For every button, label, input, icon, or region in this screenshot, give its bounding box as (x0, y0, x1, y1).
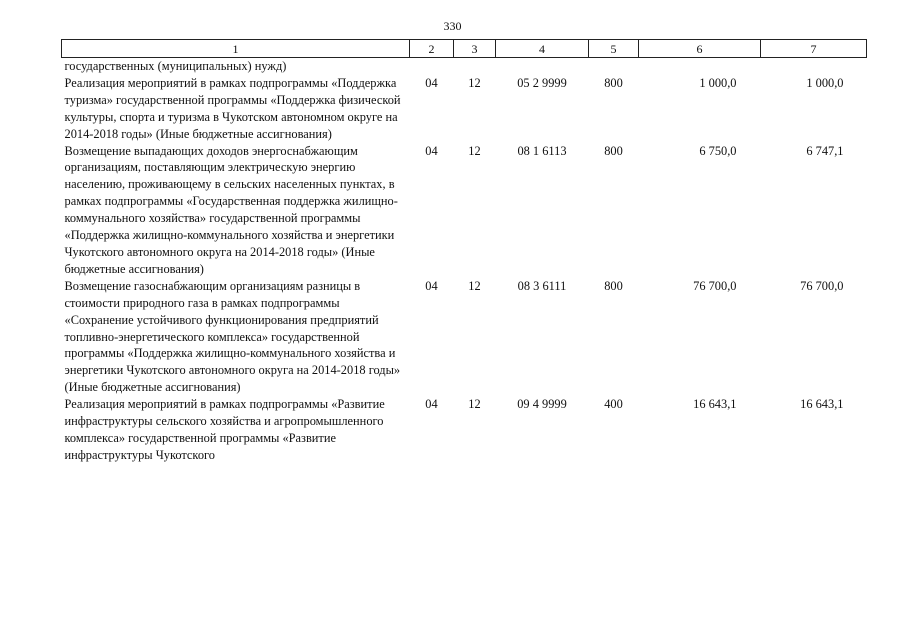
header-col-3: 3 (454, 40, 496, 58)
header-col-2: 2 (410, 40, 454, 58)
table-row (62, 278, 867, 396)
row-subsection: 12 (468, 278, 481, 293)
row-name: Возмещение газоснабжающим организациям разницы в стоимости природного газа в рамках подпрограммы «Сохранение устойчивого функционирования предприятий топливно-энергетического комплекса» государственной программы «Поддержка жилищно-коммунального хозяйства и энергетики Чукотского автономного округа на 2014-2018 годы» (Иные бюджетные ассигнования) (64, 278, 401, 395)
row-subsection: 12 (468, 143, 481, 158)
page-number: 330 (443, 19, 462, 33)
table-row (62, 396, 867, 464)
row-target-code (496, 58, 589, 75)
row-amount-fact: 76 700,0 (800, 278, 844, 293)
row-amount-fact (761, 58, 867, 75)
row-section (410, 58, 454, 75)
table-header (62, 40, 867, 58)
header-col-6: 6 (639, 40, 761, 58)
row-amount-plan: 16 643,1 (693, 397, 737, 412)
row-amount-plan (639, 58, 761, 75)
row-name: государственных (муниципальных) нужд) (64, 59, 287, 73)
row-expense-type (589, 58, 639, 75)
budget-sheet (61, 39, 866, 464)
table-body (62, 58, 867, 464)
header-col-4: 4 (496, 40, 589, 58)
row-target-code: 08 1 6113 (517, 143, 567, 158)
row-target-code: 09 4 9999 (517, 397, 567, 412)
row-subsection: 12 (468, 397, 481, 412)
row-section: 04 (425, 143, 438, 158)
row-amount-plan: 6 750,0 (699, 143, 737, 158)
header-col-5: 5 (589, 40, 639, 58)
row-amount-fact: 16 643,1 (800, 397, 844, 412)
row-expense-type: 400 (604, 397, 623, 412)
row-amount-fact: 6 747,1 (806, 143, 844, 158)
row-amount-plan: 1 000,0 (699, 75, 737, 90)
row-section: 04 (425, 75, 438, 90)
header-col-7: 7 (761, 40, 867, 58)
header-col-1: 1 (62, 40, 410, 58)
budget-table (61, 39, 867, 464)
row-expense-type: 800 (604, 75, 623, 90)
row-expense-type: 800 (604, 278, 623, 293)
row-subsection (454, 58, 496, 75)
row-name: Реализация мероприятий в рамках подпрограммы «Развитие инфраструктуры сельского хозяйства и агропромышленного комплекса» государственной программы «Развитие инфраструктуры Чукотского (64, 397, 385, 462)
row-expense-type: 800 (604, 143, 623, 158)
table-row (62, 75, 867, 143)
row-target-code: 08 3 6111 (517, 278, 567, 293)
table-row (62, 143, 867, 278)
row-subsection: 12 (468, 75, 481, 90)
row-target-code: 05 2 9999 (517, 75, 567, 90)
row-amount-plan: 76 700,0 (693, 278, 737, 293)
row-section: 04 (425, 278, 438, 293)
table-row (62, 58, 867, 75)
row-name: Возмещение выпадающих доходов энергоснабжающим организациям, поставляющим электрическую энергию населению, проживающему в сельских населенных пунктах, в рамках подпрограммы «Государственная поддержка жилищно-коммунального хозяйства» государственной программы «Поддержка жилищно-коммунального хозяйства и энергетики Чукотского автономного округа на 2014-2018 годы» (Иные бюджетные ассигнования) (64, 143, 398, 276)
row-section: 04 (425, 397, 438, 412)
header-row (62, 40, 867, 58)
row-amount-fact: 1 000,0 (806, 75, 844, 90)
row-name: Реализация мероприятий в рамках подпрограммы «Поддержка туризма» государственной программы «Поддержка физической культуры, спорта и туризма в Чукотском автономном округе на 2014-2018 годы» (Иные бюджетные ассигнования) (64, 75, 401, 141)
